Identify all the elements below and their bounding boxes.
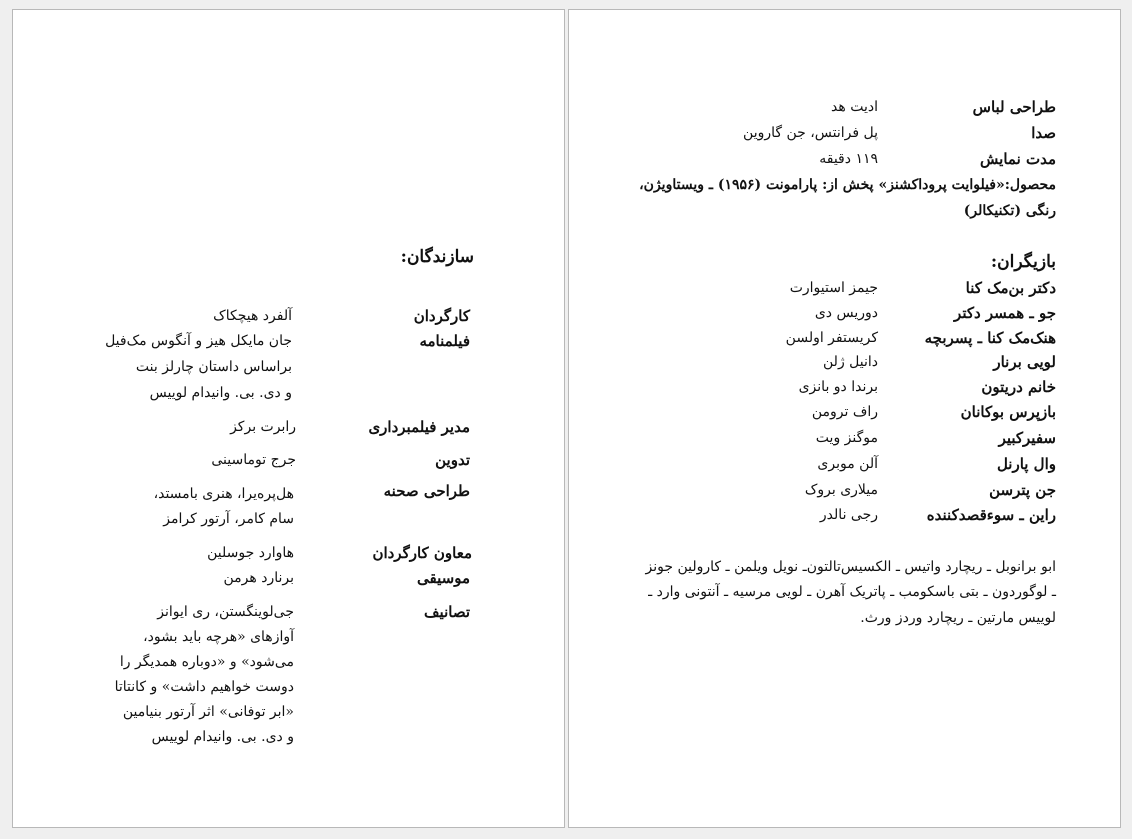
crew-value: هاوارد جوسلین — [207, 545, 294, 561]
cast-actor: آلن موبری — [817, 456, 878, 472]
credit-value: ادیت هد — [831, 99, 878, 115]
crew-value: می‌شود» و «دوباره همدیگر را — [119, 654, 294, 670]
cast-actor: کریستفر اولسن — [785, 330, 878, 346]
cast-role: لویی برنار — [993, 353, 1056, 371]
crew-label: تدوین — [435, 451, 470, 469]
crew-label: تصانیف — [424, 603, 470, 621]
crew-label: کارگردان — [413, 307, 470, 325]
credit-label: مدت نمایش — [980, 150, 1056, 168]
left-page — [12, 9, 565, 828]
crew-value: جی‌لوینگستن، ری ایوانز — [157, 604, 294, 620]
other-cast-line: ـ لوگوردون ـ بتی باسکومب ـ پاتریک آهرن ـ لویی مرسیه ـ آنتونی وارد ـ — [648, 584, 1056, 600]
cast-actor: دوریس دی — [814, 305, 878, 321]
crew-label: فیلمنامه — [419, 332, 470, 350]
product-line: رنگی (تکنیکالر) — [963, 203, 1056, 219]
crew-value: دوست خواهیم داشت» و کانتاتا — [114, 679, 294, 695]
cast-actor: دانیل ژلن — [823, 354, 878, 370]
cast-role: سفیرکبیر — [998, 429, 1056, 447]
credit-value: ۱۱۹ دقیقه — [819, 151, 878, 167]
cast-role: هنک‌مک کنا ـ پسربچه — [924, 329, 1056, 347]
cast-actor: موگنز ویت — [815, 430, 878, 446]
cast-role: جو ـ همسر دکتر — [954, 304, 1056, 322]
other-cast-line: ابو برانوبل ـ ریچارد واتیس ـ الکسیس‌تالتون‌ـ نویل ویلمن ـ کارولین جونز — [645, 559, 1056, 575]
crew-label: موسیقی — [417, 569, 470, 587]
cast-role: بازپرس بوکانان — [960, 403, 1056, 421]
crew-value: سام کامر، آرتور کرامز — [163, 511, 294, 527]
credit-label: طراحی لباس — [972, 98, 1056, 116]
crew-value: و دی. بی. وانیدام لوییس — [149, 385, 292, 401]
crew-value: «ابر توفانی» اثر آرتور بنیامین — [122, 704, 294, 720]
crew-value: برنارد هرمن — [223, 570, 294, 586]
product-line: محصول:«فیلوایت پروداکشنز» پخش از: پارامونت (۱۹۵۶) ـ ویستاویژن، — [639, 177, 1056, 193]
right-page — [568, 9, 1121, 828]
cast-actor: جیمز استیوارت — [789, 280, 878, 296]
credit-value: پل فرانتس، جن گاروین — [743, 125, 878, 141]
cast-actor: برندا دو بانزی — [798, 379, 878, 395]
crew-value: و دی. بی. وانیدام لوییس — [151, 729, 294, 745]
crew-value: براساس داستان چارلز بنت — [135, 359, 292, 375]
cast-role: راین ـ سوءقصدکننده — [926, 506, 1056, 524]
crew-value: جرج توماسینی — [211, 452, 296, 468]
crew-value: رابرت برکز — [230, 419, 296, 435]
crew-value: آوازهای «هرچه باید بشود، — [143, 629, 294, 645]
other-cast-line: لوییس مارتین ـ ریچارد وردز ورث. — [860, 610, 1056, 626]
crew-heading: سازندگان: — [400, 247, 474, 267]
cast-role: خانم دریتون — [981, 378, 1056, 396]
cast-actor: رجی نالدر — [819, 507, 878, 523]
crew-label: طراحی صحنه — [383, 482, 470, 500]
cast-heading: بازیگران: — [990, 252, 1056, 272]
cast-role: جن پترسن — [989, 481, 1056, 499]
crew-label: مدیر فیلمبرداری — [368, 418, 470, 436]
crew-value: هل‌پره‌یرا، هنری بامستد، — [153, 486, 294, 502]
cast-actor: میلاری بروک — [804, 482, 878, 498]
crew-value: جان مایکل هیز و آنگوس مک‌فیل — [105, 333, 292, 349]
crew-label: معاون کارگردان — [372, 544, 472, 562]
credit-label: صدا — [1031, 124, 1056, 142]
cast-actor: راف ترومن — [811, 404, 878, 420]
crew-value: آلفرد هیچکاک — [213, 308, 292, 324]
cast-role: دکتر بن‌مک کنا — [965, 279, 1056, 297]
cast-role: وال پارنل — [996, 455, 1056, 473]
